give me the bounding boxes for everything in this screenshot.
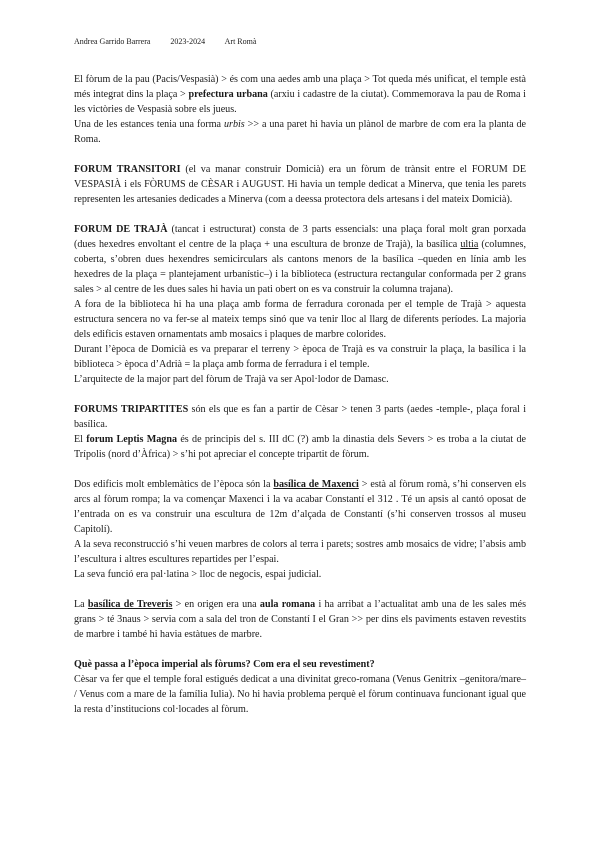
paragraph-maxenci-funcio: La seva funció era pal·latina > lloc de negocis, espai judicial. (74, 569, 322, 580)
text-run: és de principis del s. III dC (?) amb la dinastia dels Severs > es troba a la ciutat de Trípolis (nord d’Àfrica) > s’hi pot apreciar el concepte tripartit de fòrum. (74, 434, 526, 460)
heading-forum-traja: FORUM DE TRAJÀ (74, 224, 168, 235)
bold-term-prefectura: prefectura urbana (188, 89, 268, 100)
heading-forum-transitori: FORUM TRANSITORI (74, 164, 181, 175)
text-run: Dos edificis molt emblemàtics de l’època són la (74, 479, 274, 490)
paragraph-forum-traja (74, 222, 526, 297)
text-run: >> a una paret hi havia un plànol de marbre de com era la planta de Roma. (74, 119, 527, 145)
paragraph-maxenci-reconstruccio: A la seva reconstrucció s’hi veuen marbres de colors al terra i parets; sostres amb mosaics de vidre; l’absis amb l’escultura i altres escultures repartides per l’espai. (74, 539, 526, 565)
paragraph-traja-epoques: Durant l’època de Domicià es va preparar el terreny > època de Trajà es va construir la plaça, la basílica i la biblioteca > època d’Adrià = la plaça amb forma de ferradura i el temple. (74, 344, 526, 370)
bold-term-aula-romana: aula romana (259, 599, 316, 610)
paragraph-imperial-answer: Cèsar va fer que el temple foral estigués dedicat a una divinitat greco-romana (Venus Genitrix –genitora/mare– / Venus com a mare de la família Iulia). No hi havia problema perquè el fòrum continuava funcionant igual que la resta d’institucions col·locades al fòrum. (74, 674, 526, 715)
text-run: Una de les estances tenia una forma (74, 119, 224, 130)
bold-term-leptis-magna: forum Leptis Magna (86, 434, 178, 445)
paragraph-forma-urbis (74, 117, 526, 147)
heading-basilica-treveris: basílica de Treveris (87, 599, 173, 610)
text-run: El fòrum de la pau (Pacis/Vespasià) > és com una aedes amb una plaça > Tot queda més unificat, el temple està més integrat dins la plaça > (74, 74, 526, 100)
paragraph-forums-tripartites (74, 402, 526, 432)
paragraph-traja-biblioteca: A fora de la biblioteca hi ha una plaça amb forma de ferradura coronada per el temple de Trajà > aquesta estructura sencera no va fer-se al mateix temps sinó que va tenir lloc al llarg de diferents períodes. La majoria dels edificis estaven ornamentats amb mosaics i plaques de marbre colorides. (74, 299, 526, 340)
question-heading-imperial: Què passa a l’època imperial als fòrums? Com era el seu revestiment? (74, 659, 375, 670)
text-run: (columnes, coberta, s’obren dues hexendres semicirculars als cantons menors de la basílica –queden en línia amb les hexedres de la plaça = plantejament urbanístic–) i la biblioteca (estructura rectangular conformada per 2 grans sales > al centre de les dues sales hi havia un pati obert on es va construir la columna trajana). (74, 239, 527, 295)
paragraph-forum-pau (74, 72, 526, 117)
text-run: > en origen era una (172, 599, 260, 610)
header-subject: Art Romà (224, 37, 257, 46)
text-run: són els que es fan a partir de Cèsar > tenen 3 parts (aedes -temple-, plaça foral i basílica. (74, 404, 527, 430)
paragraph-basilica-maxenci (74, 477, 526, 537)
text-run: (el va manar construir Domicià) era un fòrum de trànsit entre el FORUM DE VESPASIÀ i els FÒRUMS de CÈSAR i AUGUST. Hi havia un temple dedicat a Minerva, que tenia les parets representen les artesanies dedicades a Minerva (com a deessa protectora dels artesans i del mateix Domicià). (74, 164, 526, 205)
text-run: i ha arribat a l’actualitat amb una de les sales més grans > té 3naus > servia com a sala del tron de Constantí I el Gran >> per dins els paviments estaven revestits de marbre i també hi havia estàtues de marbre. (74, 599, 526, 640)
page-header (74, 37, 274, 46)
text-run: El (74, 434, 87, 445)
header-year: 2023-2024 (170, 37, 206, 46)
paragraph-basilica-treveris (74, 597, 526, 642)
text-run: (tancat i estructurat) consta de 3 parts essencials: una plaça foral molt gran porxada (dues hexedres envoltant el centre de la plaça + una escultura de bronze de Trajà), la basílica (74, 224, 526, 250)
text-run: La (74, 599, 88, 610)
paragraph-traja-arquitecte: L’arquitecte de la major part del fòrum de Trajà va ser Apol·lodor de Damasc. (74, 374, 389, 385)
underlined-term-ultia: ultia (460, 239, 479, 250)
italic-term-urbis: urbis (223, 119, 245, 130)
document-body (74, 72, 526, 717)
header-author: Andrea Garrido Barrera (74, 37, 151, 46)
text-run: (arxiu i cadastre de la ciutat). Commemorava la pau de Roma i les victòries de Vespasià sobre els jueus. (74, 89, 526, 115)
heading-basilica-maxenci: basílica de Maxenci (273, 479, 359, 490)
paragraph-leptis-magna (74, 432, 526, 462)
paragraph-forum-transitori (74, 162, 526, 207)
text-run: > està al fòrum romà, s’hi conserven els arcs al fòrum rompa; la va començar Maxenci i la va acabar Constantí el 312 . Té un apsis al cantó oposat de l’entrada on es va construir una escultura de 12m d’alçada de Constantí (s’hi conserven trossos al museu Capitolí). (74, 479, 527, 535)
heading-forums-tripartites: FORUMS TRIPARTITES (74, 404, 189, 415)
